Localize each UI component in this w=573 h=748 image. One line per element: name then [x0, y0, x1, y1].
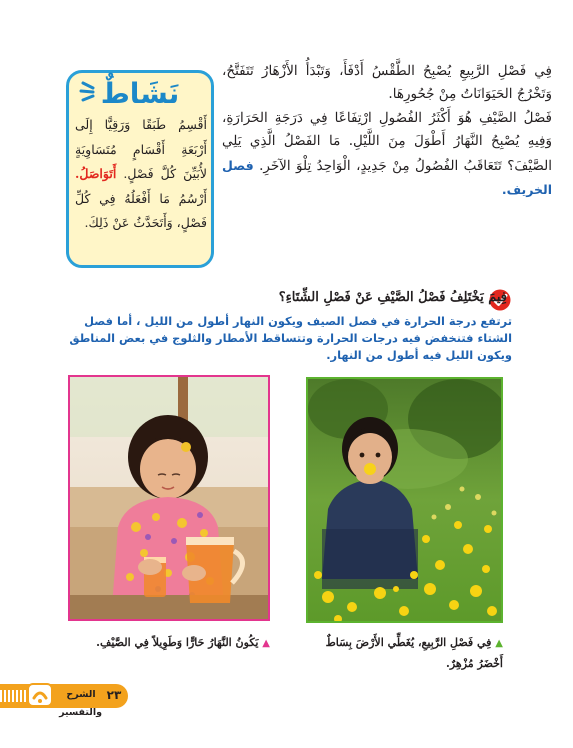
- summer-caption: [72, 633, 270, 654]
- activity-box: [66, 70, 214, 268]
- sparkle-icon: [79, 79, 103, 105]
- activity-instruction-2: أَرْسُمُ مَا أَفْعَلُهُ فِي كُلِّ فَصْلٍ، وَأَتَحَدَّثُ عَنْ ذَلِكَ.: [75, 190, 207, 230]
- spring-photo: [306, 377, 503, 623]
- footer-subject: الشرح والتفسير: [59, 689, 102, 718]
- page-number: ٢٣: [106, 688, 122, 702]
- boy-flowers-illustration: [308, 379, 501, 621]
- activity-highlight: أَتَوَاصَلُ.: [75, 166, 117, 181]
- triangle-marker-icon: ▲: [262, 638, 270, 649]
- girl-lemonade-illustration: [70, 377, 268, 619]
- triangle-marker-icon: ▲: [495, 638, 503, 649]
- question-text: فِيمَ يَخْتَلِفُ فَصْلُ الصَّيْفِ عَنْ فَصْلِ الشِّتَاءِ؟: [278, 290, 507, 305]
- question-answer: ترتفع درجة الحرارة في فصل الصيف ويكون النهار أطول من الليل ، أما فصل الشتاء فتنخفض فيه درجات الحرارة وتتساقط الأمطار والثلوج في بعض المناطق ويكون الليل فيه أطول من النهار.: [69, 314, 512, 362]
- activity-text: [75, 113, 207, 236]
- summer-photo: [68, 375, 270, 621]
- main-paragraph: [222, 60, 552, 202]
- spring-caption-text: فِي فَصْلِ الرَّبِيعِ، يُغَطِّي الأَرْضَ بِسَاطٌ أَخْضَرُ مُزْهِرٌ.: [325, 636, 503, 670]
- summer-paragraph: فَصْلُ الصَّيْفِ هُوَ أَكْثَرُ الفُصُولِ ارْتِفَاعًا فِي دَرَجَةِ الحَرَارَةِ، وَفِيهِ يُصْبِحُ النَّهَارُ أَطْوَلَ مِنَ اللَّيْلِ. مَا الفَصْلُ الَّذِي يَلِي الصَّيْفَ؟ تَتَعَاقَبُ الفُصُولُ مِنْ جَدِيدٍ، الْوَاحِدُ تِلْوَ الآخَرِ.: [222, 109, 552, 174]
- activity-title: نَشَاطٌ: [100, 77, 180, 110]
- activity-instruction: أَقْسِمُ طَبَقًا وَرَقِيًّا إِلَى أَرْبَعَةِ أَقْسَامٍ مُتَسَاوِيَةٍ لأُبَيِّنَ كُلَّ فَصْلٍ.: [75, 117, 207, 181]
- spring-caption: [310, 633, 503, 674]
- spring-paragraph: فِي فَصْلِ الرَّبِيعِ يُصْبِحُ الطَّقْسُ أَدْفَأَ، وَتَبْدَأُ الأَزْهَارُ تَتَفَتَّحُ، وَتَخْرُجُ الحَيَوَانَاتُ مِنْ جُحُورِهَا.: [222, 63, 552, 103]
- summer-caption-text: يَكُونُ النَّهَارُ حَارًّا وَطَوِيلاً فِي الصَّيْفِ.: [96, 636, 259, 649]
- section-logo-icon: [26, 680, 54, 710]
- handwritten-answer: فصل الخريف.: [222, 157, 552, 198]
